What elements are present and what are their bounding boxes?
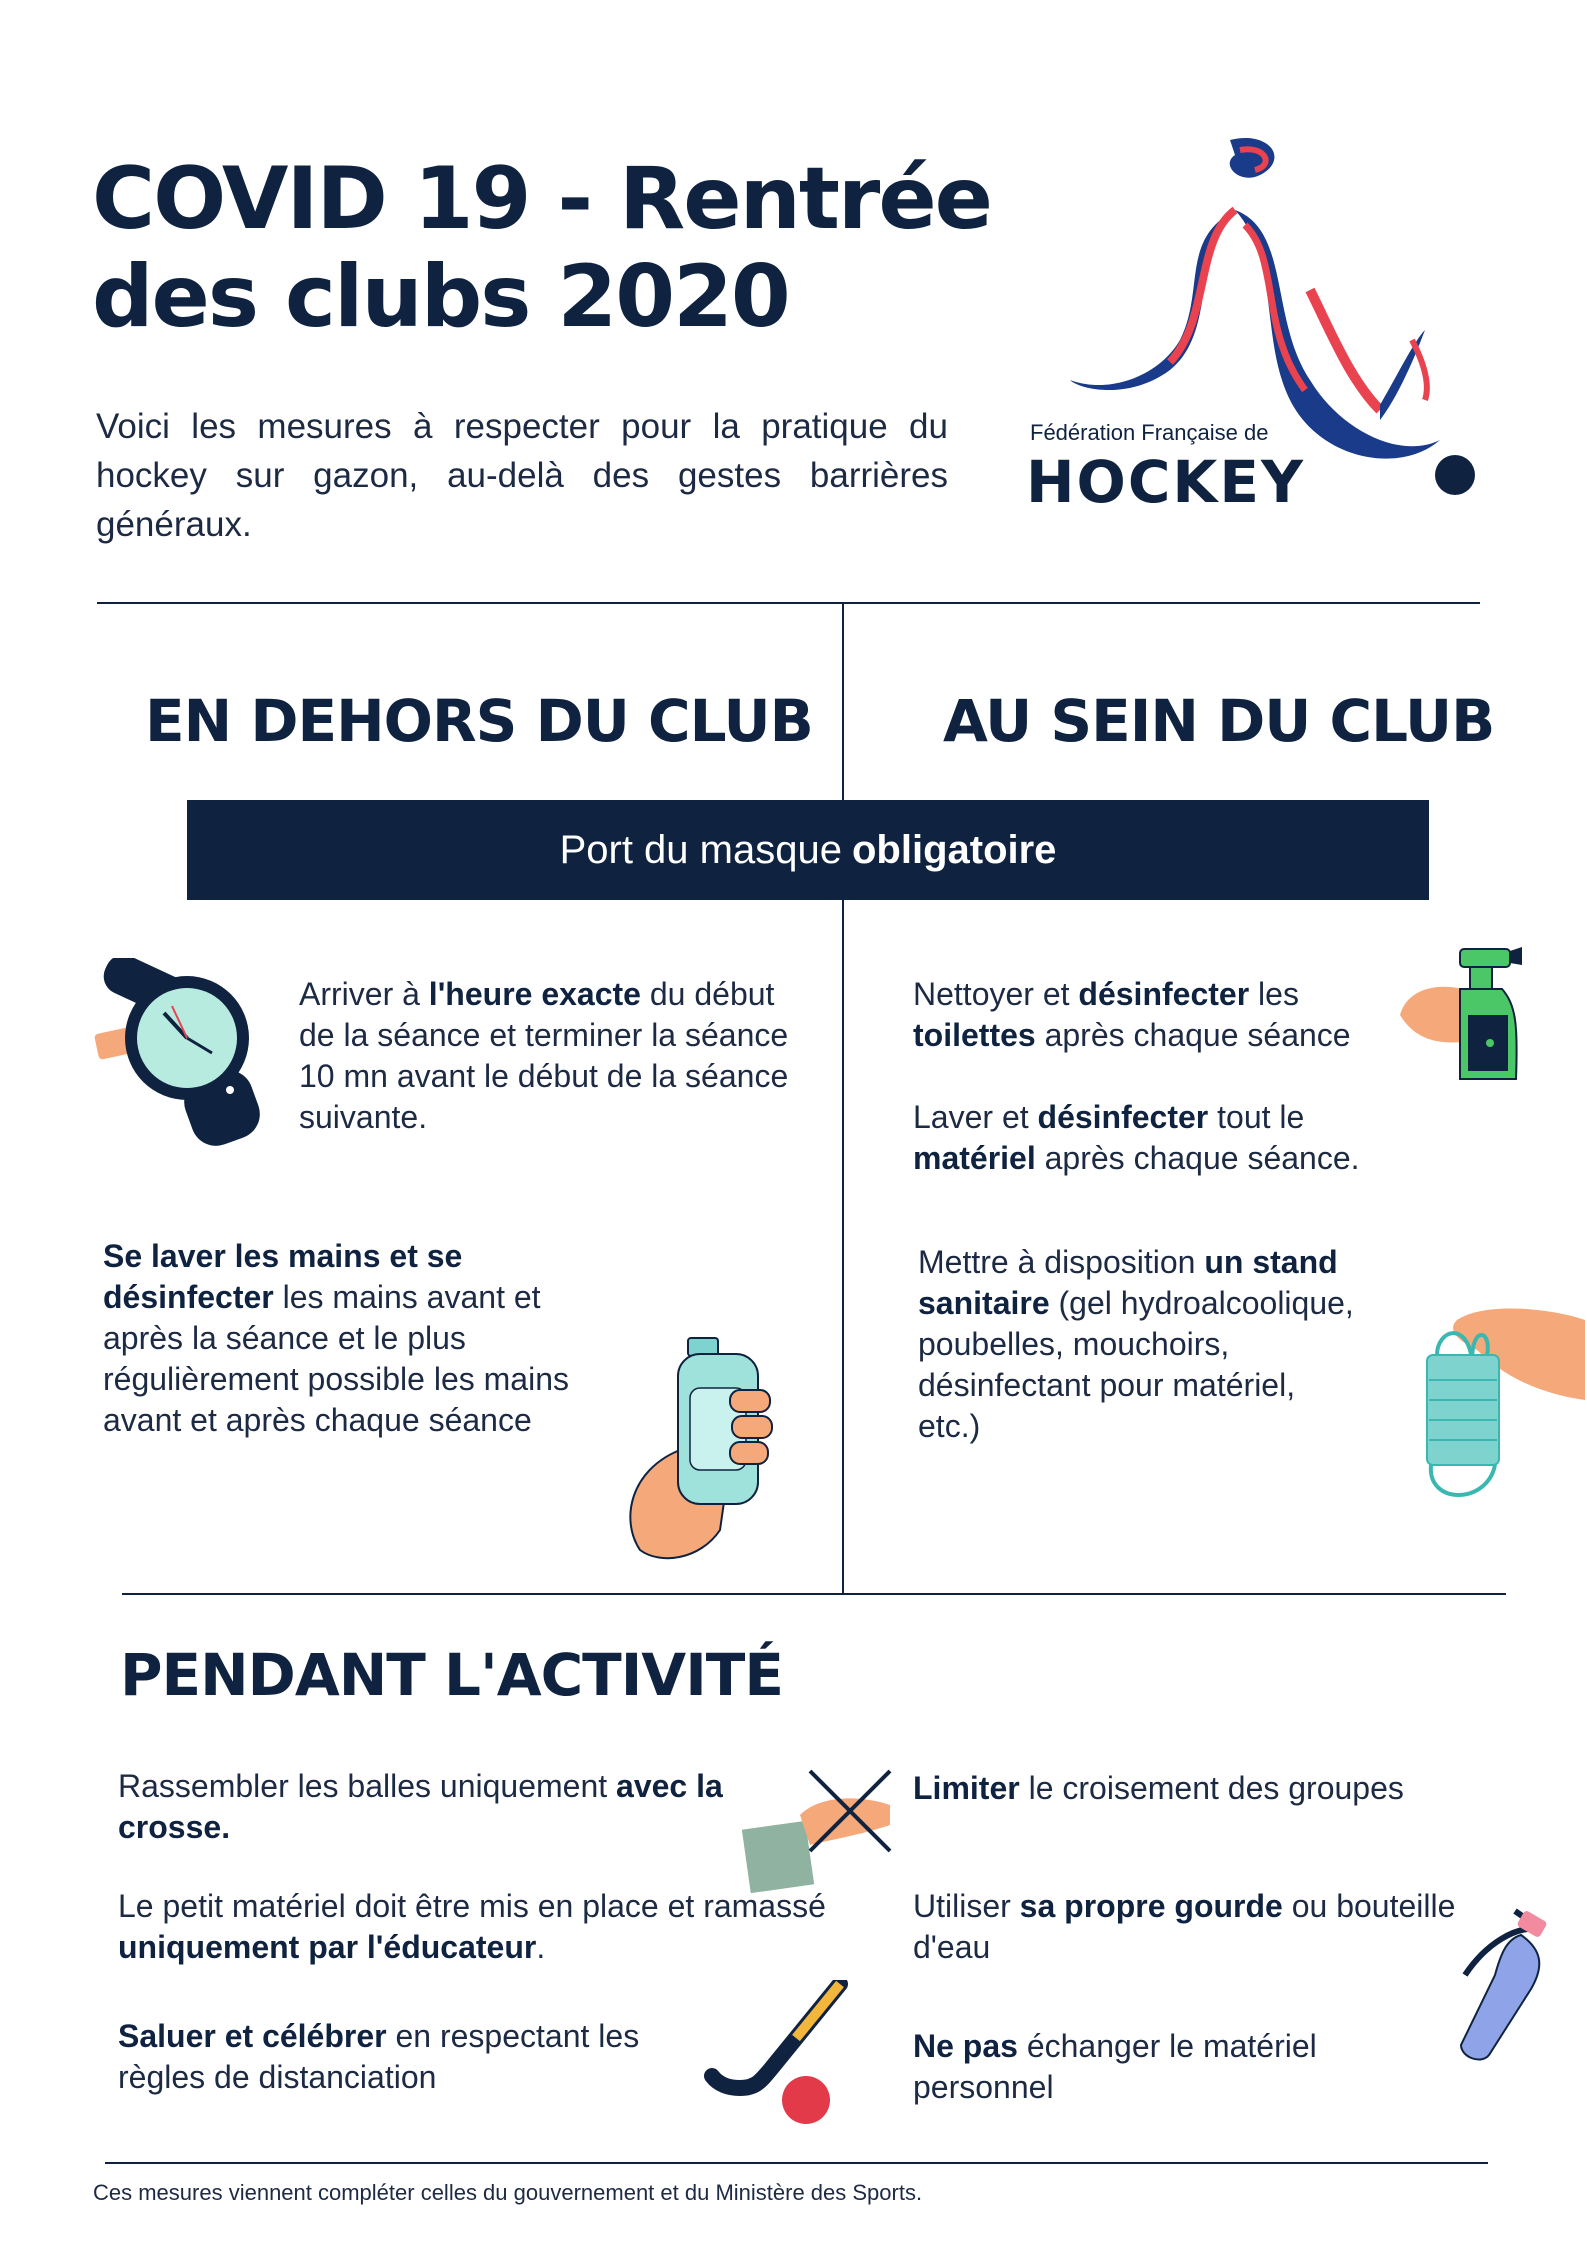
during-left-2-text: Le petit matériel doit être mis en place et ramassé uniquement par l'éducateur.: [118, 1888, 826, 1965]
hockey-stick-icon: [700, 1980, 850, 2130]
no-hand-icon: [740, 1765, 900, 1895]
inside-item-1-text: Nettoyer et désinfecter les toilettes après chaque séance: [913, 976, 1351, 1053]
footer-note: Ces mesures viennent compléter celles du gouvernement et du Ministère des Sports.: [93, 2180, 923, 2205]
inside-item-2-text: Laver et désinfecter tout le matériel après chaque séance.: [913, 1099, 1360, 1176]
during-left-1-text: Rassembler les balles uniquement avec la crosse.: [118, 1768, 723, 1845]
title-line-2: des clubs 2020: [92, 247, 789, 347]
during-right-3-text: Ne pas échanger le matériel personnel: [913, 2028, 1317, 2105]
top-divider: [97, 602, 1480, 604]
heading-during-activity: PENDANT L'ACTIVITÉ: [120, 1641, 783, 1709]
intro-text: Voici les mesures à respecter pour la pratique du hockey sur gazon, au-delà des gestes barrières généraux.: [96, 407, 948, 544]
ffh-logo: [1020, 130, 1500, 530]
bottom-divider: [105, 2162, 1488, 2164]
spray-bottle-icon: [1398, 945, 1528, 1085]
outside-item-2-text: Se laver les mains et se désinfecter les mains avant et après la séance et le plus régulièrement possible les mains avant et après chaque séance: [103, 1238, 569, 1438]
logo-hockey-wordmark: HOCKEY: [1026, 448, 1305, 516]
water-bottle-icon: [1445, 1905, 1555, 2065]
mask-banner-bold: obligatoire: [851, 827, 1057, 872]
logo-federation-text: Fédération Française de: [1030, 420, 1269, 445]
middle-divider: [122, 1593, 1506, 1595]
watch-icon: [92, 958, 262, 1148]
page-title: [92, 150, 1052, 346]
title-line-1: COVID 19 - Rentrée: [92, 149, 991, 249]
heading-inside-club: AU SEIN DU CLUB: [943, 687, 1495, 755]
mask-banner: [187, 800, 1429, 900]
inside-item-3-text: Mettre à disposition un stand sanitaire (gel hydroalcoolique, poubelles, mouchoirs, désinfectant pour matériel, etc.): [918, 1244, 1354, 1444]
column-divider: [842, 602, 844, 1594]
outside-item-1-text: Arriver à l'heure exacte du début de la séance et terminer la séance 10 mn avant le début de la séance suivante.: [299, 976, 789, 1135]
during-right-2-text: Utiliser sa propre gourde ou bouteille d'eau: [913, 1888, 1456, 1965]
mask-banner-text: Port du masque: [559, 827, 842, 872]
hand-sanitizer-icon: [620, 1330, 780, 1560]
during-left-3-text: Saluer et célébrer en respectant les règles de distanciation: [118, 2018, 640, 2095]
during-right-1-text: Limiter le croisement des groupes: [913, 1770, 1404, 1806]
heading-outside-club: EN DEHORS DU CLUB: [145, 687, 813, 755]
face-mask-icon: [1417, 1300, 1587, 1520]
